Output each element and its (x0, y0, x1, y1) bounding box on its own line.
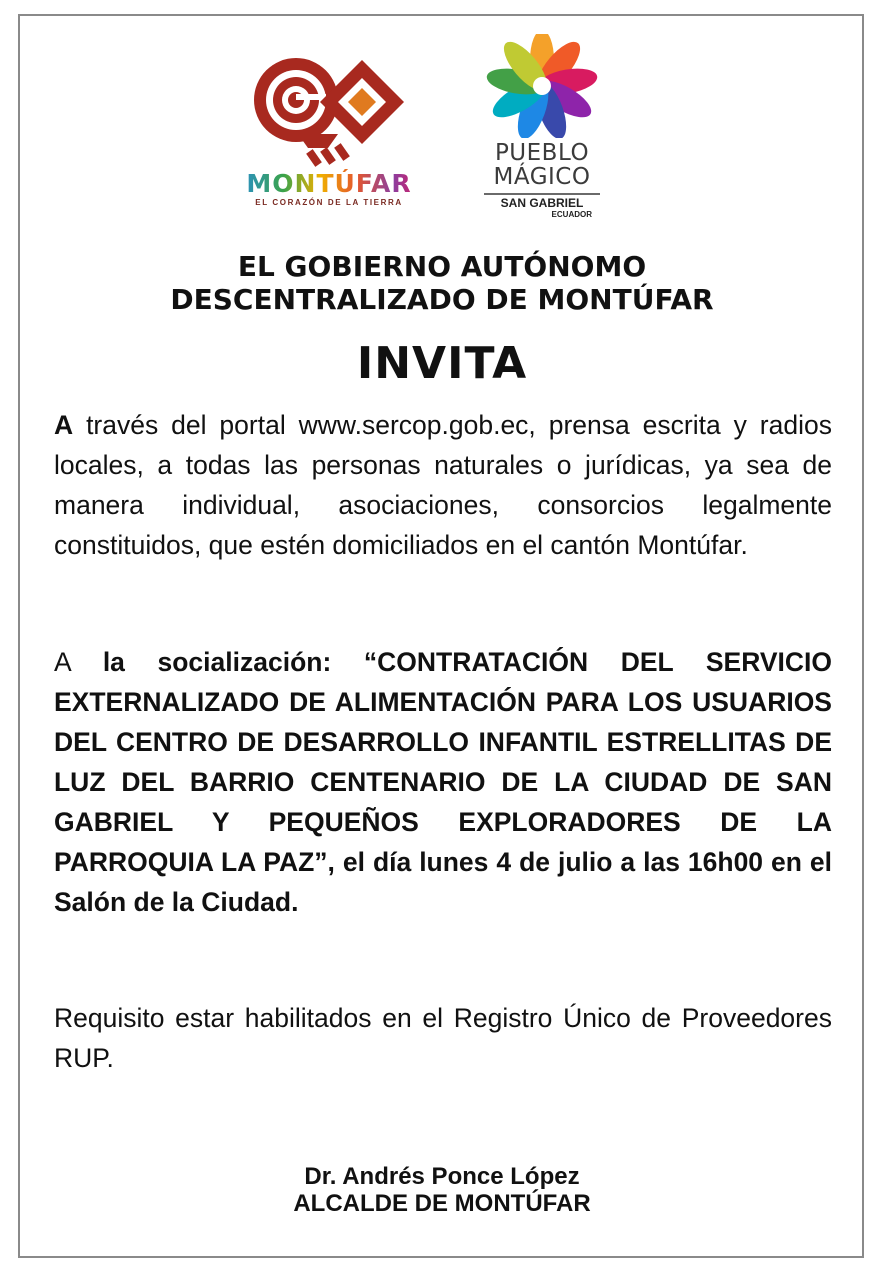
paragraph-requirement: Requisito estar habilitados en el Registro Único de Proveedores RUP. (54, 1003, 832, 1073)
pueblo-magico-logo (484, 34, 600, 220)
montufar-logo-tagline: EL CORAZÓN DE LA TIERRA (255, 198, 403, 207)
paragraph1-text: través del portal www.sercop.gob.ec, prensa escrita y radios locales, a todas las personas naturales o jurídicas, ya sea de manera individual, asociaciones, consorcios legalmente constituidos, que estén domiciliados en el cantón Montúfar. (54, 410, 832, 560)
pueblo-magico-flower-icon (484, 34, 600, 138)
paragraph1-lead: A (54, 410, 74, 440)
pueblo-magico-line1: PUEBLO (494, 140, 590, 166)
heading-line-1: EL GOBIERNO AUTÓNOMO (237, 250, 647, 283)
document-heading (60, 250, 824, 316)
paragraph2-bold: la socialización: “CONTRATACIÓN DEL SERVICIO EXTERNALIZADO DE ALIMENTACIÓN PARA LOS USUARIOS DEL CENTRO DE DESARROLLO INFANTIL ESTRELLITAS DE LUZ DEL BARRIO CENTENARIO DE LA CIUDAD DE SAN GABRIEL Y PEQUEÑOS EXPLORADORES DE LA PARROQUIA LA PAZ”, el día lunes 4 de julio a las 16h00 en el Salón de la Ciudad. (54, 647, 832, 917)
pueblo-magico-line3: SAN GABRIEL (484, 193, 600, 210)
montufar-logo-name: MONTÚFAR (238, 169, 420, 198)
montufar-logo (238, 52, 420, 212)
montufar-heart-icon (238, 52, 420, 170)
signature-name: Dr. Andrés Ponce López (304, 1163, 580, 1190)
pueblo-magico-line2: MÁGICO (493, 164, 591, 190)
paragraph-socialization (54, 642, 832, 922)
invita-title: INVITA (356, 338, 528, 389)
heading-line-2: DESCENTRALIZADO DE MONTÚFAR (170, 283, 714, 316)
signature-block (60, 1163, 824, 1217)
pueblo-magico-line4: ECUADOR (551, 210, 592, 219)
paragraph2-lead: A (54, 647, 103, 677)
paragraph-invitation (54, 405, 832, 565)
signature-title: ALCALDE DE MONTÚFAR (293, 1190, 591, 1217)
